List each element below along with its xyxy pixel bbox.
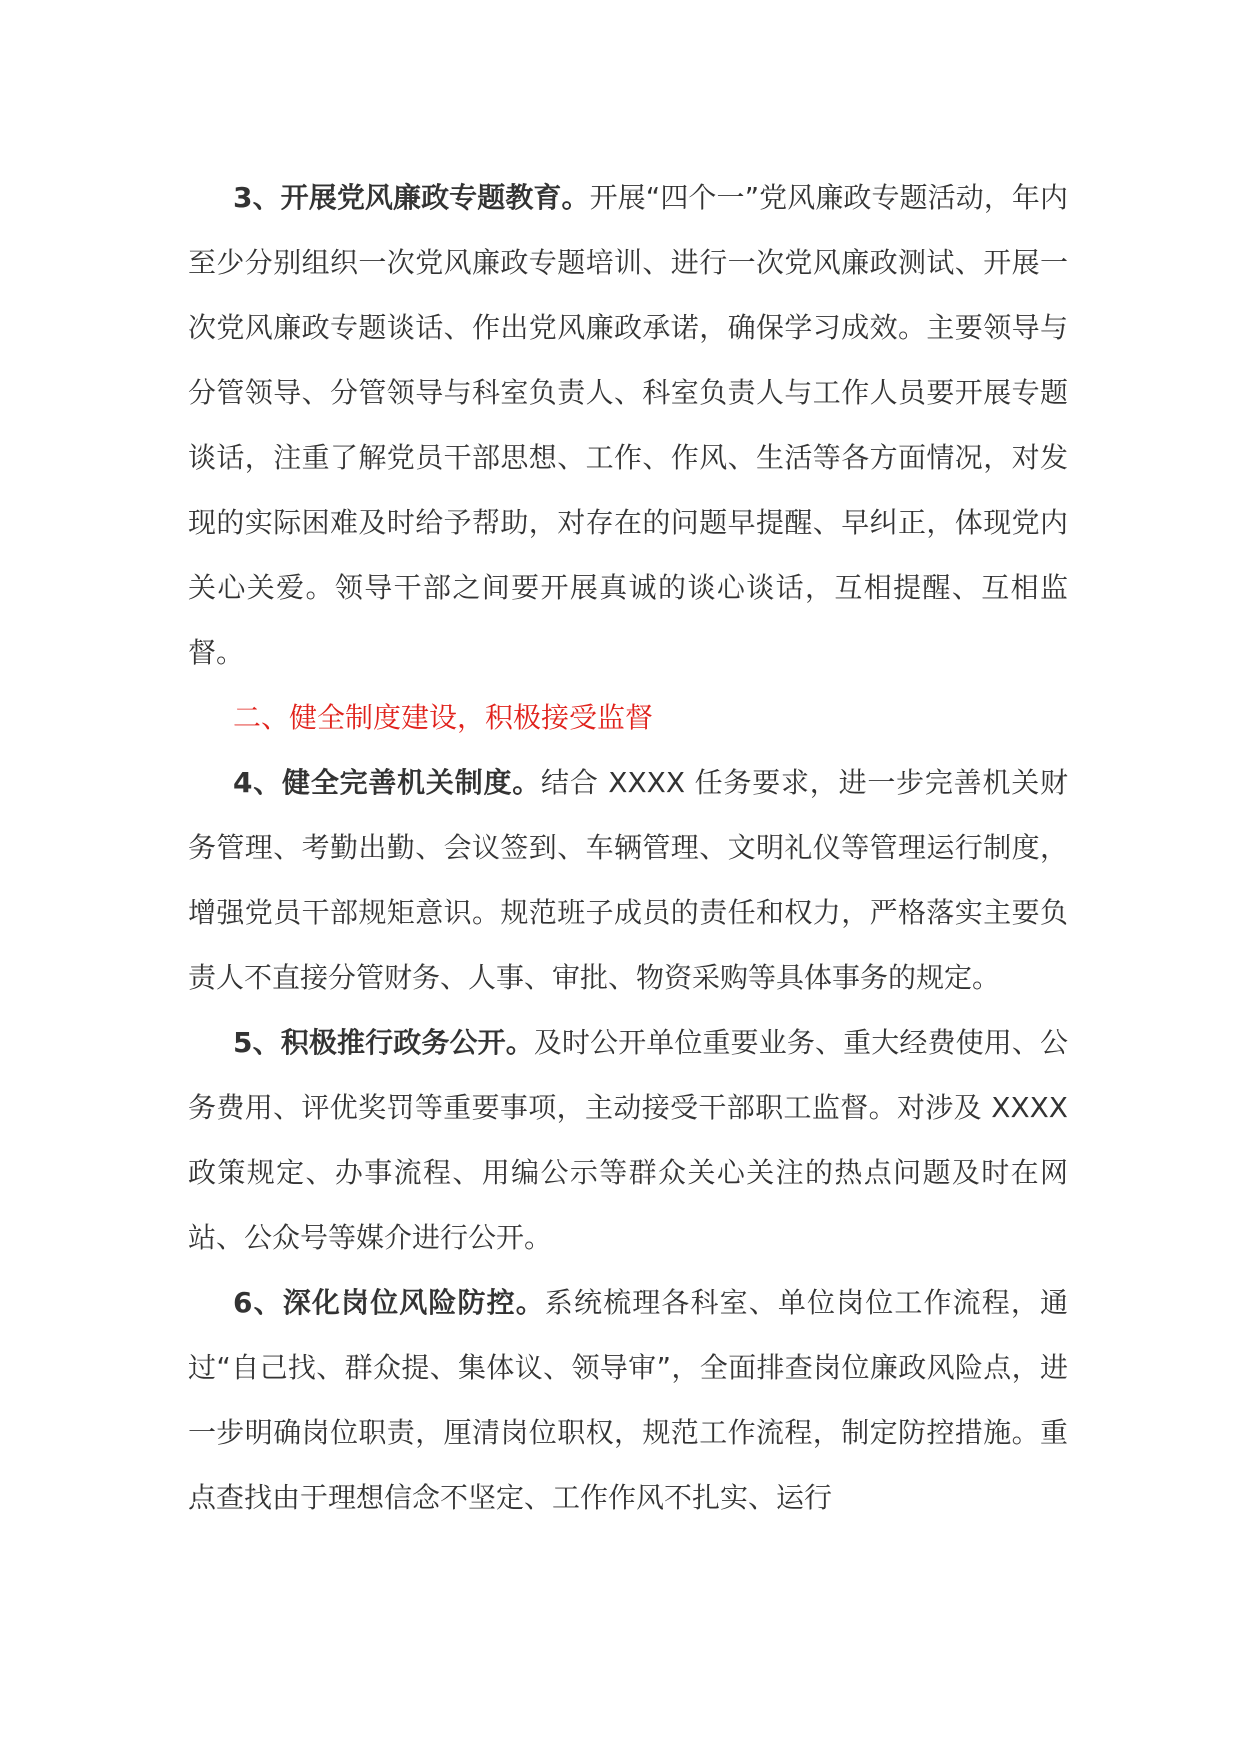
paragraph-4-lead: 4、健全完善机关制度。 bbox=[233, 766, 542, 799]
paragraph-6 bbox=[188, 1270, 1068, 1530]
section-heading-2: 二、健全制度建设，积极接受监督 bbox=[233, 701, 654, 734]
paragraph-5 bbox=[188, 1010, 1068, 1270]
paragraph-6-body: 系统梳理各科室、单位岗位工作流程，通过“自己找、群众提、集体议、领导审”，全面排查岗位廉政风险点，进一步明确岗位职责，厘清岗位职权，规范工作流程，制定防控措施。重点查找由于理想信念不坚定、工作作风不扎实、运行 bbox=[188, 1286, 1068, 1514]
paragraph-5-lead: 5、积极推行政务公开。 bbox=[233, 1026, 534, 1059]
document-page bbox=[188, 165, 1068, 1530]
paragraph-6-lead: 6、深化岗位风险防控。 bbox=[233, 1286, 545, 1319]
paragraph-4 bbox=[188, 750, 1068, 1010]
paragraph-5-body: 及时公开单位重要业务、重大经费使用、公务费用、评优奖罚等重要事项，主动接受干部职工监督。对涉及 XXXX 政策规定、办事流程、用编公示等群众关心关注的热点问题及时在网站、公众号等媒介进行公开。 bbox=[188, 1026, 1068, 1254]
paragraph-3 bbox=[188, 165, 1068, 685]
paragraph-3-body: 开展“四个一”党风廉政专题活动，年内至少分别组织一次党风廉政专题培训、进行一次党风廉政测试、开展一次党风廉政专题谈话、作出党风廉政承诺，确保学习成效。主要领导与分管领导、分管领导与科室负责人、科室负责人与工作人员要开展专题谈话，注重了解党员干部思想、工作、作风、生活等各方面情况，对发现的实际困难及时给予帮助，对存在的问题早提醒、早纠正，体现党内关心关爱。领导干部之间要开展真诚的谈心谈话，互相提醒、互相监督。 bbox=[188, 181, 1069, 669]
paragraph-3-lead: 3、开展党风廉政专题教育。 bbox=[233, 181, 590, 214]
paragraph-4-body: 结合 XXXX 任务要求，进一步完善机关财务管理、考勤出勤、会议签到、车辆管理、文明礼仪等管理运行制度，增强党员干部规矩意识。规范班子成员的责任和权力，严格落实主要负责人不直接分管财务、人事、审批、物资采购等具体事务的规定。 bbox=[188, 766, 1069, 994]
